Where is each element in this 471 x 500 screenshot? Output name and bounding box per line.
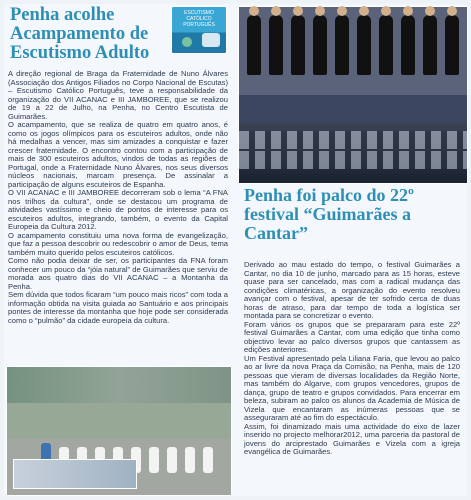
inset-photo bbox=[13, 459, 137, 489]
singer bbox=[357, 15, 371, 75]
logo-text: ESCUTISMO CATÓLICO PORTUGUÊS bbox=[183, 10, 215, 28]
tree-background bbox=[7, 367, 231, 403]
scout-group-photo bbox=[6, 366, 232, 496]
singer bbox=[291, 15, 305, 75]
choir-photo bbox=[238, 6, 468, 184]
right-column bbox=[238, 6, 466, 494]
article-body-left: A direção regional de Braga da Fraternidade de Nuno Álvares (Associação dos Antigos Filiados no Corpo Nacional de Escutas) – Escutismo Católico Português, teve a responsabilidade da organização do VII ACANAC e III JAMBOREE, que se realizou de 19 a 22 de Julho, na Penha, no Centro Escutista de Guimarães. O acampamento, que se realiza de quatro em quatro anos, é como os jogos olímpicos para os escuteiros adultos, onde não há medalhas a vencer, mas sim amizades a conquistar e fazer crescer fraternidade. O encontro contou com a participação de mais de 300 escuteiros adultos, vindos de todas as regiões de Portugal, onde a Fraternidade Nuno Álvares, nos seus diversos núcleos nacionais, marcam presença. De assinalar a participação de alguns escuteiros de Espanha. O VII ACANAC e III JAMBOREE decorreram sob o lema “A FNA nos trilhos da cultura”, onde se destacou um programa de atividades vastíssimo e cheio de pontos de interesse para os escuteiros adultos, integrando, também, o evento da Capital Europeia da Cultura 2012. O acampamento constituiu uma nova forma de evangelização, que faz a pessoa descobrir ou redescobrir o amor de Deus, tema também muito querido pelos escuteiros católicos. Como não podia deixar de ser, os participantes da FNA foram conhecer um pouco da “jóia natural” de Guimarães que serviu de morada aos quatro dias do VII ACANAC – a Montanha da Penha. Sem dúvida que todos ficaram “um pouco mais ricos” com toda a informação obtida na visita guiada ao Santuário e aos principais pontes de interesse da montanha que hoje pode ser considerada como o “pulmão” da cidade europeia da cultura. bbox=[8, 69, 228, 325]
article-title-left: Penha acolhe Acampamento de Escutismo Adulto bbox=[10, 5, 150, 63]
singer bbox=[423, 15, 437, 75]
logo-pin-icon bbox=[182, 37, 192, 47]
person bbox=[149, 447, 159, 473]
audience-row bbox=[239, 151, 467, 169]
singer bbox=[313, 15, 327, 75]
singer bbox=[335, 15, 349, 75]
singer bbox=[445, 15, 459, 75]
article-body-right: Derivado ao mau estado do tempo, o festival Guimarães a Cantar, no dia 10 de junho, marcado para as 15 horas, esteve quase para ser cancelado, mas com a radical mudança das condições climatéricas, a organização do evento resolveu avançar com o festival, apesar de ter sofrido cerca de duas horas de atraso, para dar tempo de toda a logística ser montada para se concretizar o evento. Foram vários os grupos que se prepararam para este 22º festival Guimarães a Cantar, com uma edição que tinha como objectivo levar ao palco diversos grupos que cantassem as edições anteriores. Um Festival apresentado pela Liliana Faria, que levou ao palco ao ar livre da nova Praça da Comisão, na Penha, mais de 120 pessoas que vieram de diversas localidades da Região Norte, mas também do Algarve, com grupos vencedores, grupos de dança, grupo de teatro e grupos convidados. Para encerrar em beleza, subiram ao palco os alunos da Academia de Música de Vizela que encantaram as inúmeras pessoas que se asseguraram até ao fim do espectáculo. Assim, foi dinamizado mais uma actividade do eixo de lazer inserido no projecto melhorar2012, uma parceria da pastoral de jovens do arciprestado Guimarães e Vizela com a igreja evangélica de Guimarães. bbox=[244, 260, 460, 456]
logo-badge-icon bbox=[202, 33, 220, 47]
left-column bbox=[6, 6, 230, 494]
choir-group bbox=[247, 15, 459, 83]
person bbox=[167, 447, 177, 473]
singer bbox=[379, 15, 393, 75]
article-title-right: Penha foi palco do 22º festival “Guimarães a Cantar” bbox=[244, 185, 414, 243]
singer bbox=[401, 15, 415, 75]
singer bbox=[269, 15, 283, 75]
event-logo bbox=[171, 6, 227, 54]
audience bbox=[239, 123, 467, 183]
person bbox=[185, 447, 195, 473]
audience-row bbox=[239, 131, 467, 149]
person bbox=[203, 447, 213, 473]
singer bbox=[247, 15, 261, 75]
